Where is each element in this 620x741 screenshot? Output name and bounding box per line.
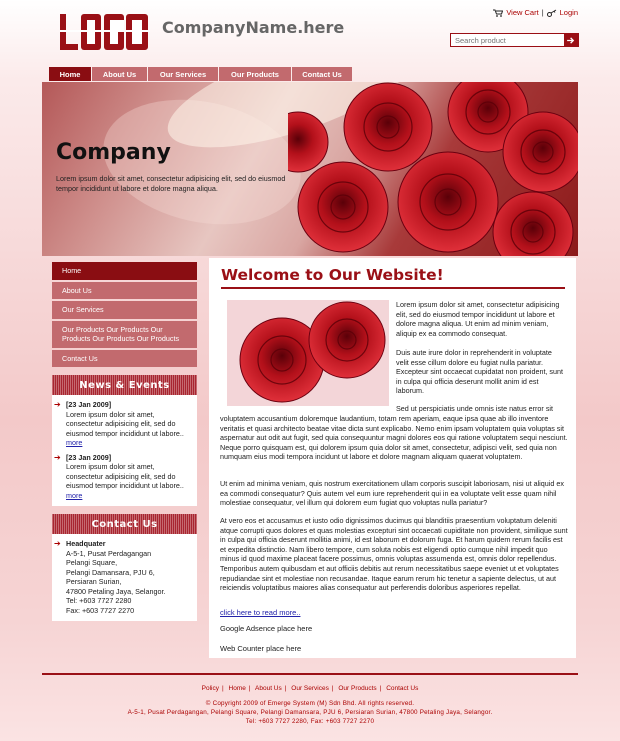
key-icon[interactable] (547, 9, 557, 17)
roses-image (288, 82, 578, 256)
nav-tab-our-products[interactable]: Our Products (219, 67, 291, 81)
sidebar-item-home[interactable]: Home (52, 262, 197, 280)
sidebar-item-our-services[interactable]: Our Services (52, 301, 197, 319)
news-events-heading: News & Events (52, 375, 197, 395)
intro-paragraph-2: Duis aute irure dolor in reprehenderit in voluptate velit esse cillum dolore eu fugiat nulla pariatur. Excepteur sint occaecat cupidatat non proident, sunt in culpa qui officia deserunt mollit anim id est laborum. (396, 348, 564, 396)
logo-image (60, 12, 150, 52)
news-item (52, 395, 197, 448)
sidebar-item-about-us[interactable]: About Us (52, 282, 197, 300)
news-item (52, 448, 197, 501)
search-box (450, 33, 579, 47)
intro-paragraph-1: Lorem ipsum dolor sit amet, consectetur adipisicing elit, sed do eiusmod tempor incididunt ut labore et dolore magna aliqua. Ut enim ad minim veniam, aliquip ex ea commodo consequat. (396, 300, 560, 338)
top-links (493, 8, 578, 17)
main-nav (49, 67, 352, 81)
contact-tel: Tel: +603 7727 2280 (66, 596, 132, 605)
search-button[interactable] (564, 34, 578, 46)
title-divider (221, 287, 565, 289)
sidebar-item-our-products[interactable]: Our Products Our Products Our Products Our Products Our Products (52, 321, 197, 348)
arrow-bullet-icon: ➔ (54, 539, 61, 548)
contact-fax: Fax: +603 7727 2270 (66, 605, 135, 615)
footer-divider (42, 673, 578, 675)
footer-links: Policy | Home | About Us | Our Services | Our Products | Contact Us (201, 685, 419, 692)
footer-link-our-services[interactable]: Our Services (291, 685, 329, 692)
nav-tab-contact-us[interactable]: Contact Us (292, 67, 352, 81)
footer-link-contact-us[interactable]: Contact Us (386, 685, 419, 692)
counter-placeholder: Web Counter place here (220, 644, 302, 653)
arrow-right-icon (567, 37, 576, 44)
paragraph-4: Ut enim ad minima veniam, quis nostrum exercitationem ullam corporis suscipit laboriosam, nisi ut aliquid ex ea commodi consequatur? Quis autem vel eum iure reprehenderit qui in ea voluptate velit esse quam nihil molestiae consequatur, vel illum qui dolorem eum fugiat quo voluptas nulla pariatur? (220, 479, 564, 508)
intro-paragraph-3-rest: voluptatem accusantium doloremque laudantium, totam rem aperiam, eaque ipsa quae ab illo inventore veritatis et quasi architecto beatae vitae dicta sunt explicabo. Nemo enim ipsam voluptatem quia voluptas sit aspernatur aut odit aut fugit, sed quia consequuntur magni dolores eos qui ratione voluptatem sequi nesciunt. Neque porro quisquam est, qui dolorem ipsum quia dolor sit amet, consectetur, adipisci velit, sed quia non numquam eius modi tempora incidunt ut labore et dolore magnam aliquam quaerat voluptatem. (220, 414, 568, 462)
view-cart-link[interactable]: View Cart (506, 8, 539, 17)
paragraph-5: At vero eos et accusamus et iusto odio dignissimos ducimus qui blanditiis praesentium voluptatum deleniti atque corrupti quos dolores et quas molestias excepturi sint occaecati cupiditate non provident, similique sunt in culpa qui officia deserunt mollitia animi, id est laborum et dolorum fuga. Et harum quidem rerum facilis est et expedita distinctio. Nam libero tempore, cum soluta nobis est eligendi optio cumque nihil impedit quo minus id quod maxime placeat facere possimus, omnis voluptas assumenda est, omnis dolor repellendus. Temporibus autem quibusdam et aut officiis debitis aut rerum necessitatibus saepe eveniet ut et voluptates repudiandae sint et molestiae non recusandae. Itaque earum rerum hic tenetur a sapiente delectus, ut aut reiciendis voluptatibus maiores alias consequatur aut perferendis doloribus asperiores repellat. (220, 516, 568, 593)
contact-box (52, 514, 197, 621)
nav-tab-our-services[interactable]: Our Services (148, 67, 218, 81)
contact-line: 47800 Petaling Jaya, Selangor. (66, 586, 166, 596)
company-name: CompanyName.here (162, 18, 345, 37)
nav-tab-home[interactable]: Home (49, 67, 91, 81)
banner-text: Lorem ipsum dolor sit amet, consectetur adipisicing elit, sed do eiusmod tempor incididunt ut labore et dolore magna aliqua. (56, 174, 286, 193)
main-content (209, 258, 576, 658)
adsense-placeholder: Google Adsence place here (220, 624, 313, 633)
logo[interactable] (60, 12, 150, 52)
arrow-bullet-icon: ➔ (54, 400, 61, 409)
contact-line: A-5-1, Pusat Perdagangan (66, 548, 152, 558)
news-date: [23 Jan 2009] (66, 452, 112, 462)
footer-address: A-5-1, Pusat Perdagangan, Pelangi Square, Pelangi Damansara, PJU 6, Persiaran Surian, 47800 Petaling Jaya, Selangor. (127, 709, 493, 716)
contact-line: Pelangi Square, (66, 558, 118, 567)
contact-line: Pelangi Damansara, PJU 6, (66, 567, 155, 577)
footer-link-policy[interactable]: Policy (201, 685, 219, 692)
page-title: Welcome to Our Website! (221, 266, 444, 284)
contact-title: Headquater (66, 539, 106, 548)
footer-copyright: © Copyright 2009 of Emerge System (M) Sdn Bhd. All rights reserved. (205, 700, 415, 707)
sidebar-item-contact-us[interactable]: Contact Us (52, 350, 197, 368)
roses-photo (227, 300, 389, 406)
arrow-bullet-icon: ➔ (54, 452, 61, 462)
read-more-link[interactable]: click here to read more.. (220, 608, 301, 617)
footer-link-our-products[interactable]: Our Products (338, 685, 377, 692)
footer-link-about-us[interactable]: About Us (255, 685, 282, 692)
contact-heading: Contact Us (52, 514, 197, 534)
intro-paragraph-3-start: Sed ut perspiciatis unde omnis iste natus error sit (396, 404, 554, 413)
sidebar-menu (52, 262, 197, 367)
contact-line: Persiaran Surian, (66, 577, 122, 586)
top-links-separator: | (541, 8, 544, 17)
news-more-link[interactable]: more (66, 490, 83, 500)
hero-banner (42, 82, 578, 256)
login-link[interactable]: Login (559, 8, 578, 17)
news-text: Lorem ipsum dolor sit amet, consectetur adipisicing elit, sed do eiusmod tempor incididunt ut labore.. (66, 409, 184, 438)
sidebar (52, 262, 197, 621)
nav-tab-about-us[interactable]: About Us (92, 67, 147, 81)
news-date: [23 Jan 2009] (66, 400, 112, 409)
cart-icon[interactable] (493, 9, 503, 17)
contact-item (52, 534, 197, 615)
news-more-link[interactable]: more (66, 438, 83, 447)
banner-title: Company (56, 140, 171, 165)
news-events-box (52, 375, 197, 506)
news-text: Lorem ipsum dolor sit amet, consectetur adipisicing elit, sed do eiusmod tempor incididunt ut labore.. (66, 462, 184, 490)
footer-phone: Tel: +603 7727 2280, Fax: +603 7727 2270 (245, 718, 375, 725)
search-input[interactable] (451, 34, 564, 46)
footer-link-home[interactable]: Home (228, 685, 246, 692)
